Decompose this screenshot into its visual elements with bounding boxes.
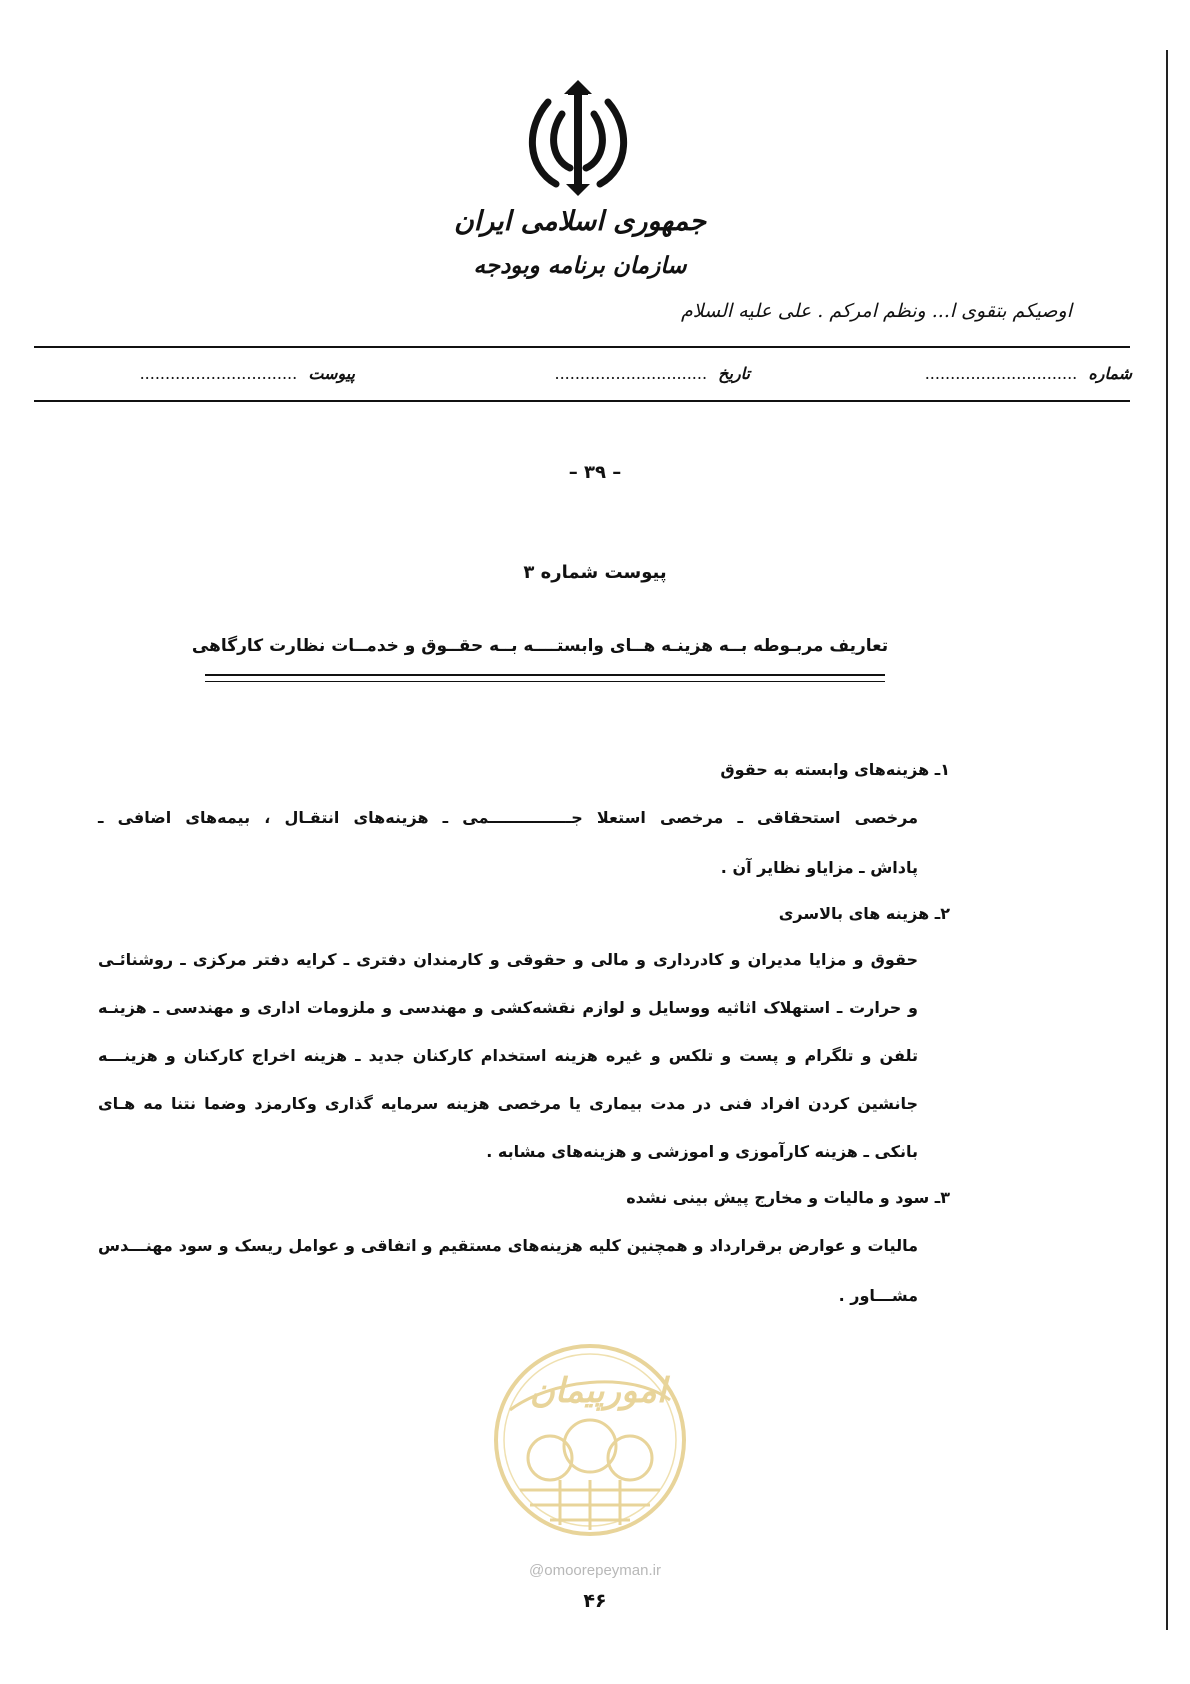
section-1-line-2: پاداش ـ مزایاو نظایر آن .: [720, 858, 918, 877]
header-rule-bottom: [34, 400, 1130, 402]
section-2-line-1: حقوق و مزایا مدیران و کادرداری و مالی و حقوقی و کارمندان دفتری ـ کرایه دفتر مرکزی ـ روشنائـی: [98, 950, 918, 969]
section-2-line-3: تلفن و تلگرام و پست و تلکس و غیره هزینه استخدام کارکنان جدید ـ هزینه اخراج کارکنان و هزینـــه: [98, 1046, 918, 1065]
section-2-line-4: جانشین کردن افراد فنی در مدت بیماری یا مرخصی هزینه سرمایه گذاری وکارمزد وضما نتنا مه هـای: [98, 1094, 918, 1113]
document-title: تعاریف مربـوطه بــه هزینـه هــای وابستــــه بــه حقــوق و خدمــات نظارت کارگاهی: [191, 636, 889, 656]
org-name-line1: جمهوری اسلامی ایران: [453, 206, 707, 237]
section-3-line-2: مشـــاور .: [838, 1286, 918, 1305]
title-underline-thin: [205, 681, 885, 682]
number-field: [925, 364, 1132, 383]
watermark-logo-icon: [490, 1340, 690, 1540]
title-underline: [205, 674, 885, 676]
footer-page-number: ۴۶: [583, 1590, 607, 1612]
annex-title: پیوست شماره ۳: [523, 562, 667, 583]
number-label: شماره: [1088, 364, 1132, 383]
section-3-line-1: مالیات و عوارض برقرارداد و همچنین کلیه هزینه‌های مستقیم و اتفاقی و عوامل ریسک و سود مهنـــدس: [98, 1236, 918, 1255]
page-number: – ۳۹ –: [568, 462, 622, 483]
number-dots: ..............................: [924, 364, 1078, 383]
header-motto: اوصیکم بتقوی ا... ونظم امرکم . علی علیه السلام: [681, 300, 1072, 322]
attachment-label: پیوست: [308, 364, 355, 383]
date-dots: ..............................: [554, 364, 708, 383]
date-field: [554, 364, 750, 383]
section-3-heading: ۳ـ سود و مالیات و مخارج پیش بینی نشده: [626, 1188, 950, 1207]
watermark-site: @omoorepeyman.ir: [529, 1562, 661, 1579]
header-rule-top: [34, 346, 1130, 348]
section-2-line-5: بانکی ـ هزینه کارآموزی و اموزشی و هزینه‌های مشابه .: [486, 1142, 918, 1161]
section-1-heading: ۱ـ هزینه‌های وابسته به حقوق: [720, 760, 950, 779]
right-margin-rule: [1166, 50, 1168, 1630]
org-name-line2: سازمان برنامه وبودجه: [473, 252, 687, 279]
date-label: تاریخ: [718, 364, 750, 383]
iran-emblem-icon: [518, 72, 638, 202]
attachment-field: [140, 364, 355, 383]
section-1-line-1: مرخصی استحقاقی ـ مرخصی استعلا جـــــــــــــــمی ـ هزینه‌های انتقـال ، بیمه‌های اضافی ـ: [98, 808, 918, 827]
section-2-line-2: و حرارت ـ استهلاک اثاثیه ووسایل و لوازم نقشه‌کشی و مهندسی و ملزومات اداری و مهندسی ـ هزینـه: [98, 998, 918, 1017]
attachment-dots: ...............................: [139, 364, 298, 383]
watermark-logo-text: امورپیمان: [529, 1371, 667, 1411]
section-2-heading: ۲ـ هزینه های بالاسری: [778, 904, 950, 923]
